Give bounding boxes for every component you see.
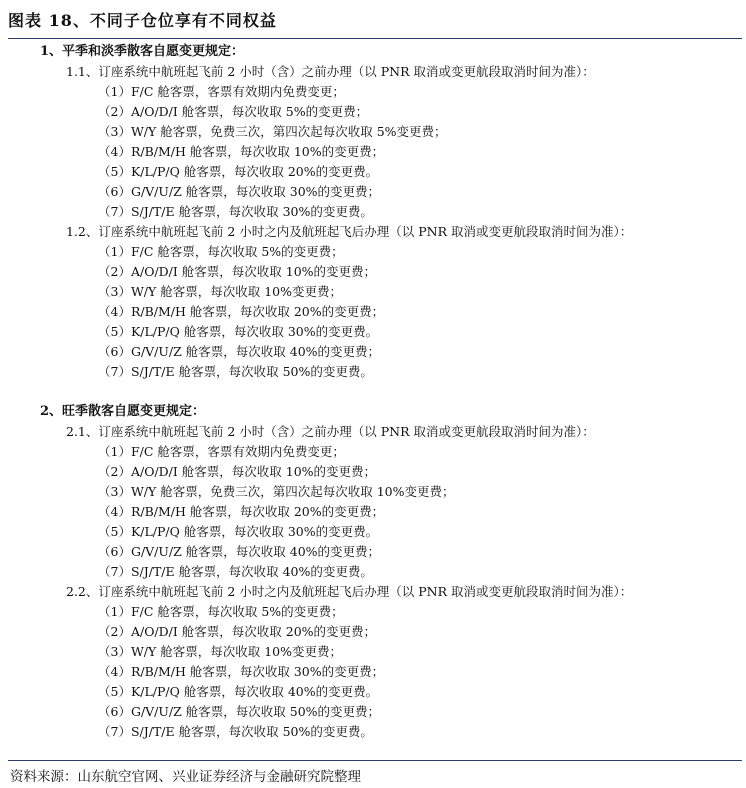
subsection-2-1: [0, 422, 746, 582]
rule-item: （3）W/Y 舱客票，免费三次，第四次起每次收取 10%变更费；: [98, 484, 455, 499]
subsection-heading: 1.2、订座系统中航班起飞前 2 小时之内及航班起飞后办理（以 PNR 取消或变更航段取消时间为准）：: [66, 224, 633, 239]
section-heading: 2、旺季散客自愿变更规定：: [40, 404, 206, 419]
rule-item: （5）K/L/P/Q 舱客票，每次收取 30%的变更费。: [98, 524, 379, 539]
subsection-2-2: [0, 582, 746, 742]
rule-item: （3）W/Y 舱客票，每次收取 10%变更费；: [98, 284, 342, 299]
section-spacer: [0, 382, 746, 402]
rule-item: （6）G/V/U/Z 舱客票，每次收取 40%的变更费；: [98, 544, 381, 559]
rule-item: （5）K/L/P/Q 舱客票，每次收取 30%的变更费。: [98, 324, 379, 339]
figure-title: 图表 18、不同子仓位享有不同权益: [8, 11, 277, 30]
rule-item: （1）F/C 舱客票，每次收取 5%的变更费；: [98, 244, 344, 259]
rule-item: （2）A/O/D/I 舱客票，每次收取 10%的变更费；: [98, 264, 377, 279]
subsection-heading: 1.1、订座系统中航班起飞前 2 小时（含）之前办理（以 PNR 取消或变更航段取消时间为准）：: [66, 64, 595, 79]
subsection-heading: 2.1、订座系统中航班起飞前 2 小时（含）之前办理（以 PNR 取消或变更航段取消时间为准）：: [66, 424, 595, 439]
section-heading: 1、平季和淡季散客自愿变更规定：: [40, 44, 245, 59]
rule-item: （7）S/J/T/E 舱客票，每次收取 50%的变更费。: [98, 724, 373, 739]
subsection-1-2: [0, 222, 746, 382]
rule-item: （5）K/L/P/Q 舱客票，每次收取 20%的变更费。: [98, 164, 379, 179]
subsection-1-1: [0, 62, 746, 222]
rule-item: （6）G/V/U/Z 舱客票，每次收取 30%的变更费；: [98, 184, 381, 199]
rule-item: （7）S/J/T/E 舱客票，每次收取 30%的变更费。: [98, 204, 373, 219]
section-peak: [0, 402, 746, 742]
rule-item: （1）F/C 舱客票，客票有效期内免费变更；: [98, 84, 345, 99]
rule-item: （5）K/L/P/Q 舱客票，每次收取 40%的变更费。: [98, 684, 379, 699]
rule-item: （3）W/Y 舱客票，免费三次，第四次起每次收取 5%变更费；: [98, 124, 447, 139]
rule-item: （6）G/V/U/Z 舱客票，每次收取 40%的变更费；: [98, 344, 381, 359]
rule-item: （4）R/B/M/H 舱客票，每次收取 10%的变更费；: [98, 144, 385, 159]
subsection-heading: 2.2、订座系统中航班起飞前 2 小时之内及航班起飞后办理（以 PNR 取消或变更航段取消时间为准）：: [66, 584, 633, 599]
rule-item: （7）S/J/T/E 舱客票，每次收取 40%的变更费。: [98, 564, 373, 579]
rule-item: （4）R/B/M/H 舱客票，每次收取 20%的变更费；: [98, 304, 385, 319]
document-body: [0, 42, 746, 742]
bottom-divider: [8, 760, 742, 761]
section-offpeak: [0, 42, 746, 382]
rule-item: （2）A/O/D/I 舱客票，每次收取 10%的变更费；: [98, 464, 377, 479]
rule-item: （1）F/C 舱客票，每次收取 5%的变更费；: [98, 604, 344, 619]
source-note: 资料来源：山东航空官网、兴业证券经济与金融研究院整理: [10, 769, 361, 785]
top-divider: [8, 38, 742, 39]
rule-item: （1）F/C 舱客票，客票有效期内免费变更；: [98, 444, 345, 459]
rule-item: （6）G/V/U/Z 舱客票，每次收取 50%的变更费；: [98, 704, 381, 719]
rule-item: （2）A/O/D/I 舱客票，每次收取 20%的变更费；: [98, 624, 377, 639]
rule-item: （4）R/B/M/H 舱客票，每次收取 20%的变更费；: [98, 504, 385, 519]
rule-item: （4）R/B/M/H 舱客票，每次收取 30%的变更费；: [98, 664, 385, 679]
rule-item: （2）A/O/D/I 舱客票，每次收取 5%的变更费；: [98, 104, 369, 119]
rule-item: （3）W/Y 舱客票，每次收取 10%变更费；: [98, 644, 342, 659]
rule-item: （7）S/J/T/E 舱客票，每次收取 50%的变更费。: [98, 364, 373, 379]
